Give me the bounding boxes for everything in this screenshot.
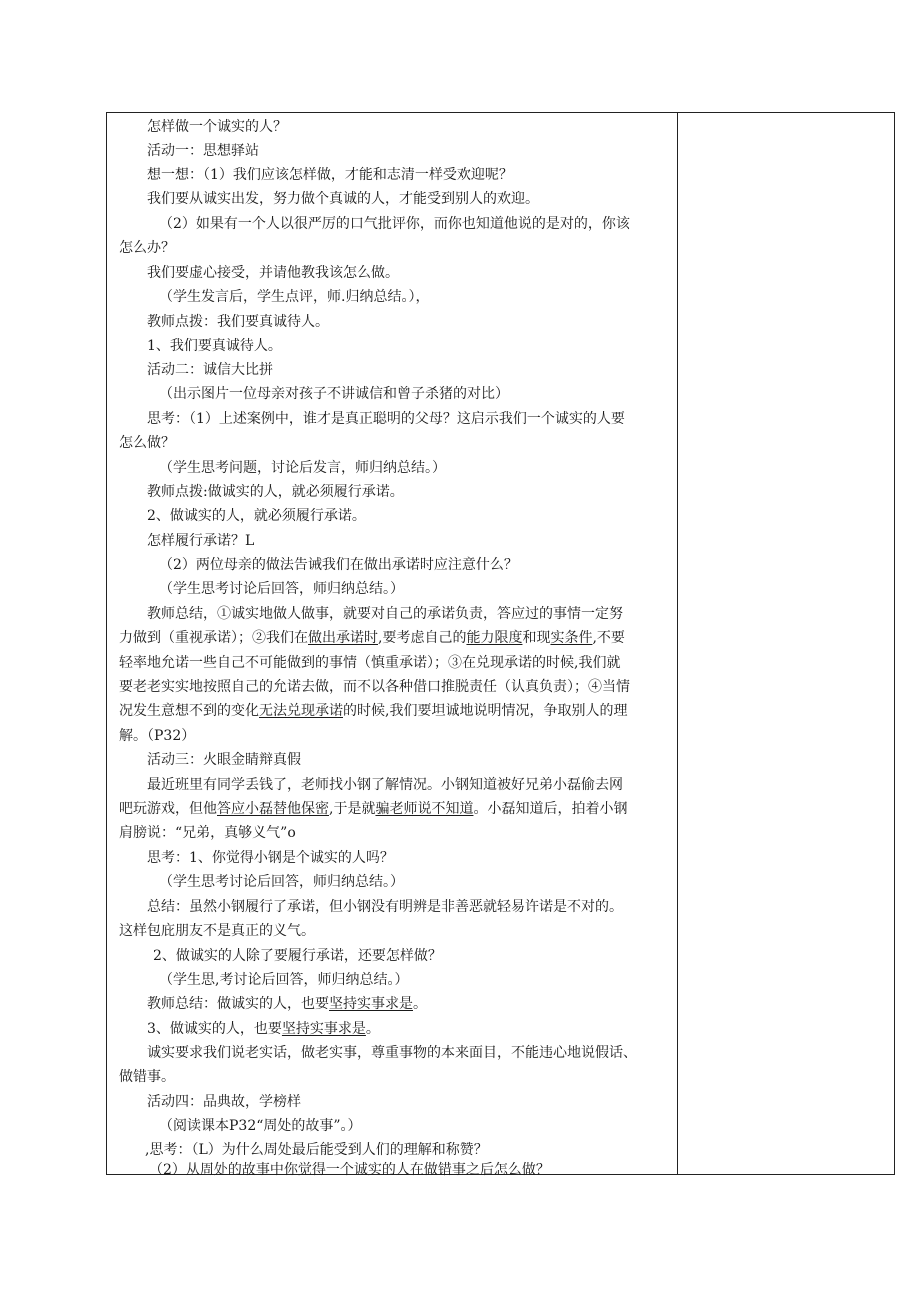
text-span: 的时候,我们要坦诚地说明情况，争取别人的理 (343, 703, 628, 719)
text-line: （2）从周处的故事中你觉得一个诚实的人在做错事之后怎么做？ (149, 1162, 550, 1178)
underlined-text: 无法兑现承诺 (259, 703, 343, 719)
table-column-divider (677, 113, 678, 1174)
underlined-text: 答应小磊替他保密 (217, 801, 329, 817)
text-line: （阅读课本P32“周处的故事”。） (159, 1118, 362, 1134)
text-line: （出示图片一位母亲对孩子不讲诚信和曾子杀猪的对比） (159, 386, 509, 402)
underlined-text: 做出承诺时 (308, 630, 378, 646)
text-span: 。小磊知道后，拍着小钢 (473, 801, 628, 817)
text-line: （学生思,考讨论后回答，师归纳总结。） (159, 972, 409, 988)
text-span: 3、做诚实的人，也要 (147, 1021, 282, 1037)
text-span: 力做到（重视承诺）；②我们在 (119, 630, 308, 646)
text-line (119, 799, 627, 819)
text-line: 2、做诚实的人除了要履行承诺，还要怎样做？ (153, 948, 442, 964)
text-span: 况发生意想不到的变化 (119, 703, 259, 719)
text-span: 。 (365, 1021, 380, 1037)
text-line: 教师点拨:做诚实的人，就必须履行承诺。 (147, 484, 404, 500)
text-line: 要老老实实地按照自己的允诺去做，而不以各种借口推脱责任（认真负责）；④当情 (119, 679, 630, 695)
text-span: 和现 (522, 630, 551, 646)
text-line: 活动二：诚信大比拼 (147, 362, 273, 378)
text-line: 想一想：（1）我们应该怎样做，才能和志清一样受欢迎呢？ (147, 167, 513, 183)
text-line: 我们要从诚实出发，努力做个真诚的人，才能受到别人的欢迎。 (147, 191, 539, 207)
underlined-text: 能力限度 (466, 630, 523, 646)
underlined-text: 实条件 (550, 630, 593, 646)
lesson-table (106, 112, 895, 1178)
text-line: 教师点拨：我们要真诚待人。 (147, 314, 329, 330)
text-line (119, 701, 627, 721)
text-line: 我们要虚心接受，并请他教我该怎么做。 (147, 265, 399, 281)
text-line: 做错事。 (119, 1069, 175, 1085)
text-line: 思考：1、你觉得小钢是个诚实的人吗？ (147, 850, 394, 866)
text-line: （2）如果有一个人以很严厉的口气批评你，而你也知道他说的是对的，你该 (159, 216, 630, 232)
text-line: 总结：虽然小钢履行了承诺，但小钢没有明辨是非善恶就轻易许诺是不对的。 (147, 899, 623, 915)
text-line: （学生思考问题，讨论后发言，师归纳总结。） (159, 460, 446, 476)
text-line: 活动四：品典故，学榜样 (147, 1094, 301, 1110)
underlined-text: 坚持实事求是 (329, 996, 413, 1012)
text-line: （学生思考讨论后回答，师归纳总结。） (159, 874, 404, 890)
text-span: 教师总结：做诚实的人，也要 (147, 996, 329, 1012)
text-line (147, 1019, 380, 1039)
text-line: 轻率地允诺一些自己不可能做到的事情（慎重承诺）；③在兑现承诺的时候,我们就 (119, 655, 621, 671)
text-line: 解。（P32） (119, 728, 196, 744)
text-span: ,要考虑自己的 (378, 630, 467, 646)
text-line: 怎么做？ (119, 435, 175, 451)
text-line: 教师总结，①诚实地做人做事，就要对自己的承诺负责，答应过的事情一定努 (147, 606, 623, 622)
text-line (119, 628, 625, 648)
text-line: （2）两位母亲的做法告诫我们在做出承诺时应注意什么？ (159, 557, 518, 573)
text-line: 活动三：火眼金睛辩真假 (147, 752, 301, 768)
text-line: 怎么办？ (119, 240, 175, 256)
text-line (147, 994, 427, 1014)
text-line: 怎样履行承诺？L (147, 533, 255, 549)
text-line: 活动一：思想驿站 (147, 143, 259, 159)
underlined-text: 骗老师说不知道 (375, 801, 474, 817)
text-line: 思考：（1）上述案例中，谁才是真正聪明的父母？这启示我们一个诚实的人要 (147, 411, 625, 427)
text-line: （学生发言后，学生点评，师.归纳总结。）， (159, 289, 430, 305)
text-span: 吧玩游戏，但他 (119, 801, 217, 817)
text-line: 2、做诚实的人，就必须履行承诺。 (147, 508, 366, 524)
text-line: 1、我们要真诚待人。 (147, 338, 282, 354)
text-line: 这样包庇朋友不是真正的义气。 (119, 923, 315, 939)
text-line: （学生思考讨论后回答，师归纳总结。） (159, 581, 404, 597)
text-span: 。 (413, 996, 427, 1012)
text-line: 肩膀说：“兄弟，真够义气”o (119, 825, 296, 841)
text-line: 诚实要求我们说老实话，做老实事，尊重事物的本来面目，不能违心地说假话、 (147, 1045, 637, 1061)
text-span: ,于是就 (329, 801, 376, 817)
text-line: ,思考：（L）为什么周处最后能受到人们的理解和称赞？ (145, 1142, 488, 1158)
text-line: 怎样做一个诚实的人？ (147, 119, 287, 135)
text-span: ,不要 (592, 630, 625, 646)
text-line: 最近班里有同学丢钱了，老师找小钢了解情况。小钢知道被好兄弟小磊偷去网 (147, 777, 623, 793)
underlined-text: 坚持实事求是 (281, 1021, 366, 1037)
